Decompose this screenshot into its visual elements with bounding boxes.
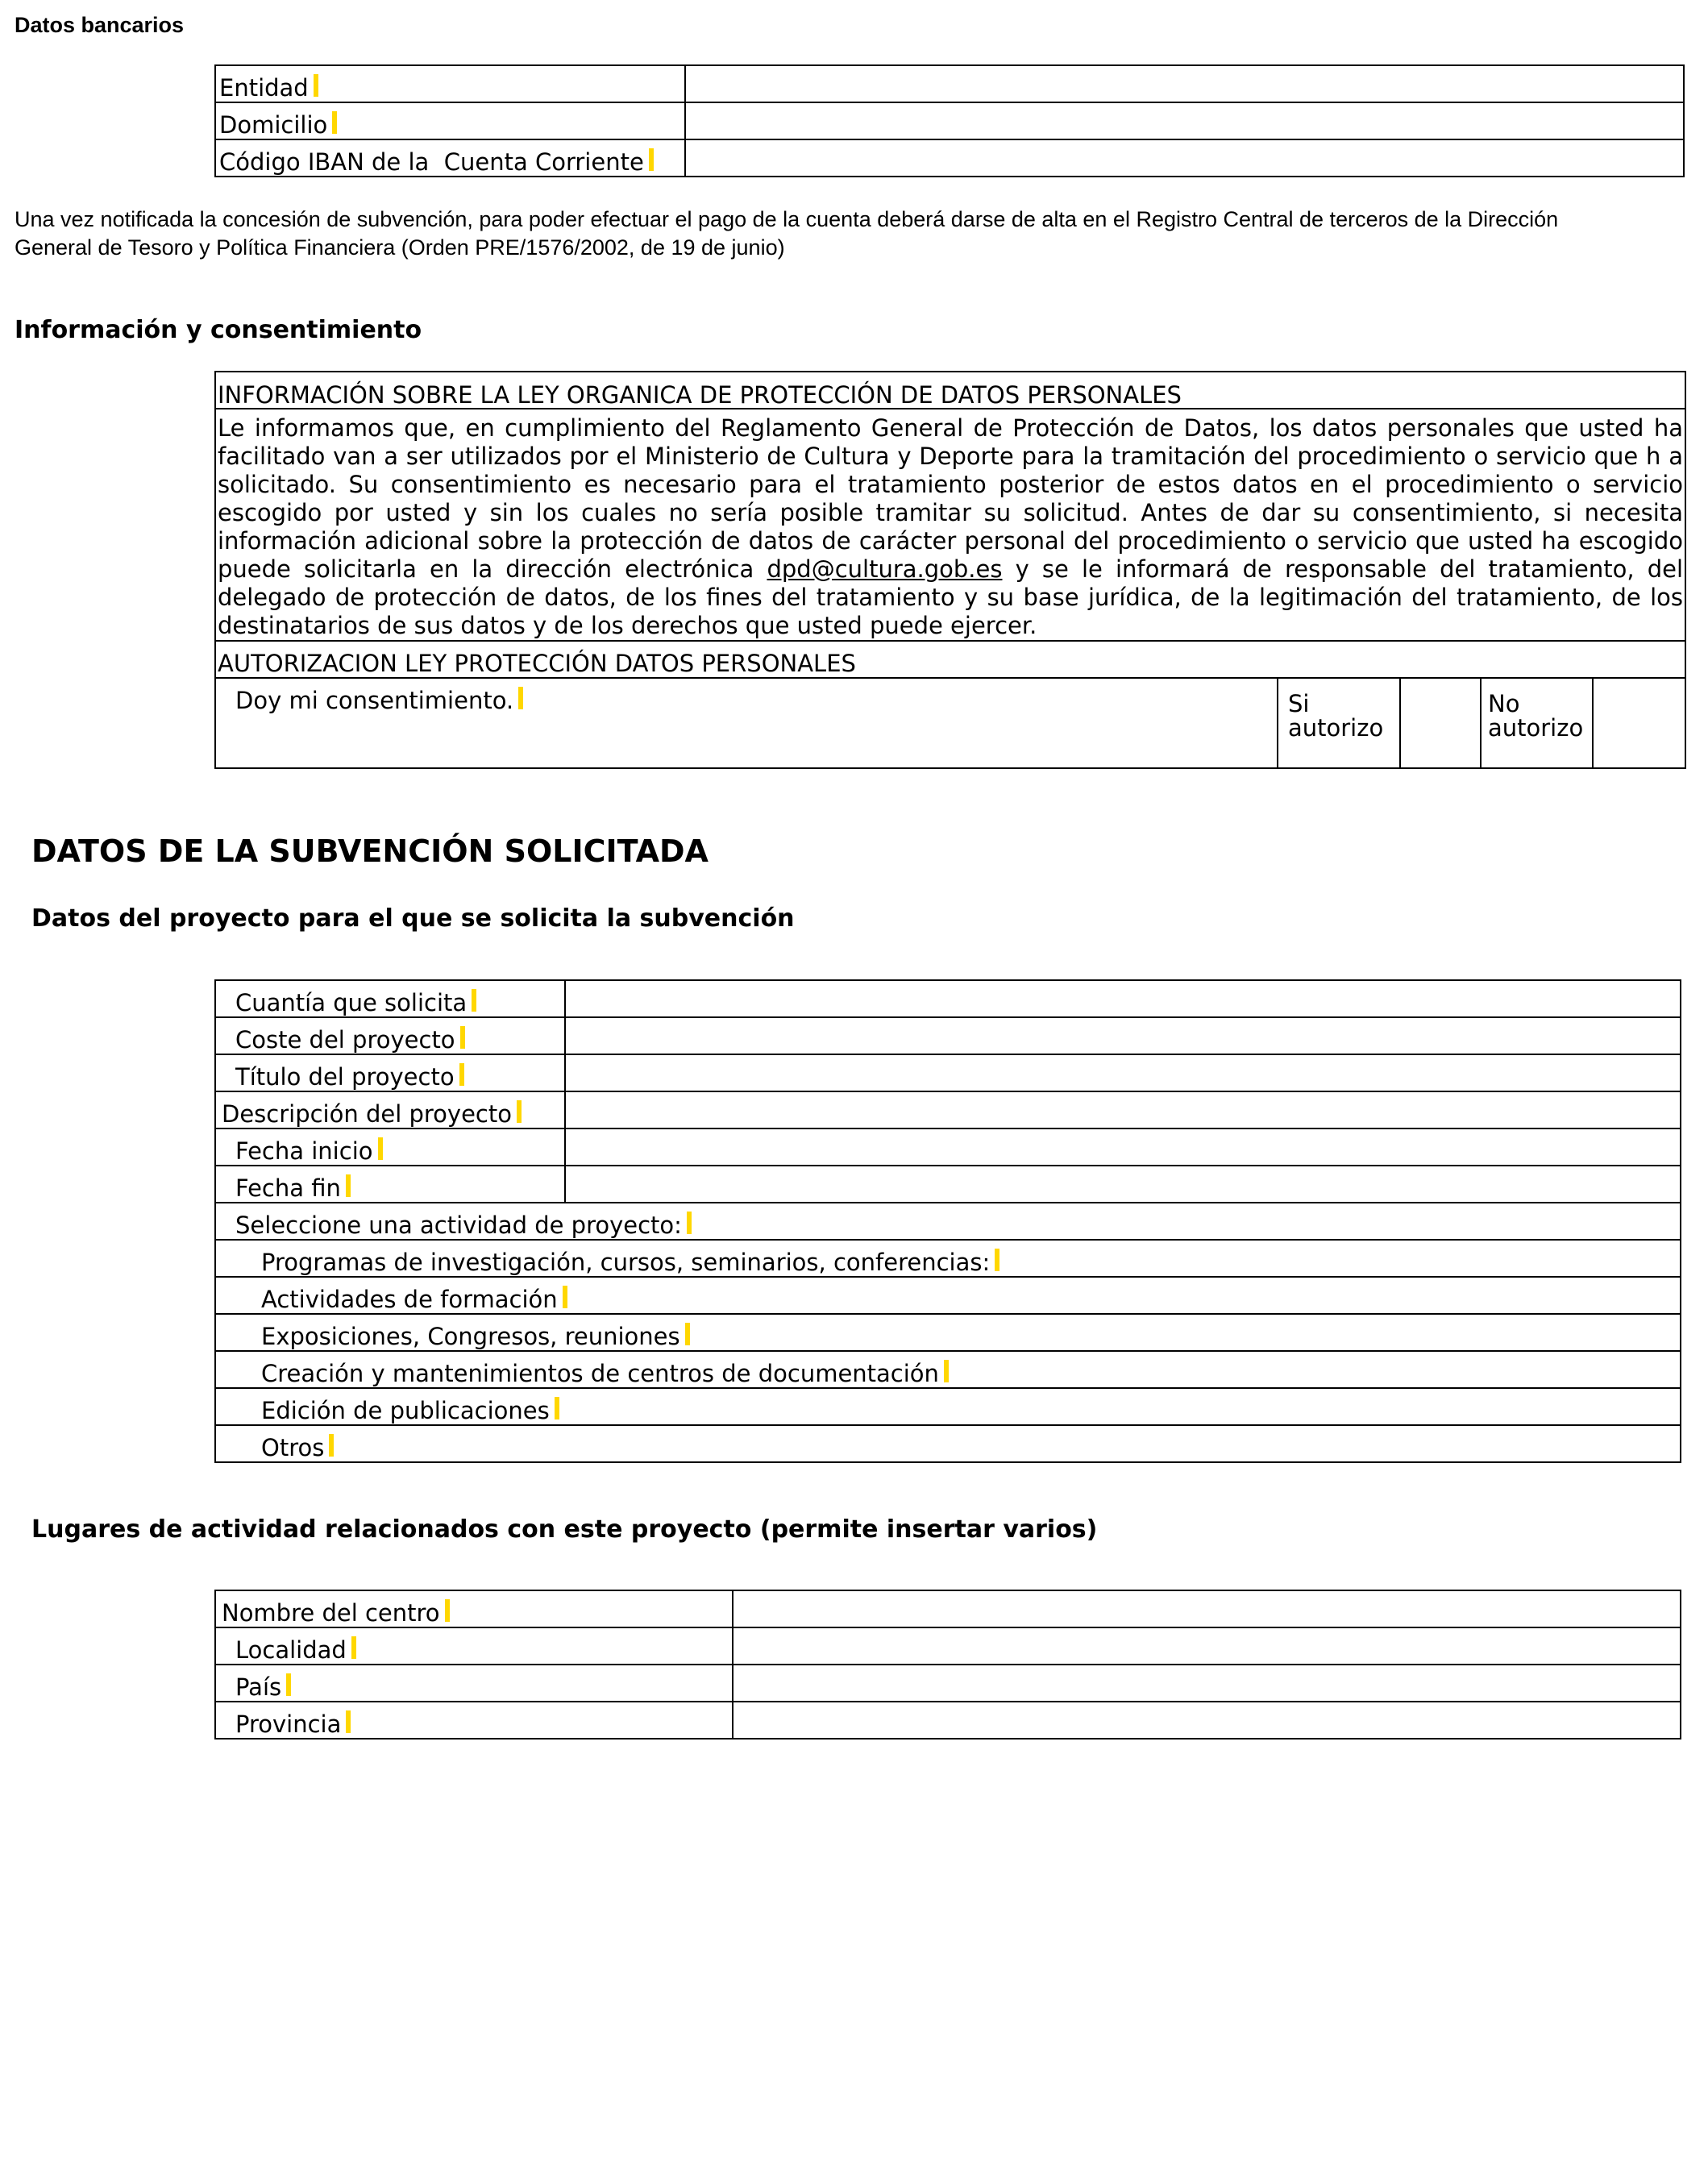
bank-domicilio-input[interactable]: [685, 102, 1684, 139]
project-table: [214, 979, 1681, 1463]
table-row: [215, 1425, 1681, 1462]
required-marker-icon: [460, 1026, 465, 1049]
info-text-line: solicitado. Su consentimiento es necesario para el tratamiento posterior de estos datos en el procedimiento o servicio: [218, 471, 1683, 498]
end-date-input[interactable]: [565, 1166, 1681, 1203]
table-row: [215, 1128, 1681, 1166]
locality-input[interactable]: [733, 1627, 1681, 1665]
place-label-province: Provincia: [215, 1702, 733, 1739]
description-input[interactable]: [565, 1091, 1681, 1128]
place-label-center: Nombre del centro: [215, 1590, 733, 1627]
bank-table: [214, 64, 1685, 177]
required-marker-icon: [517, 1100, 522, 1123]
table-row: [215, 1017, 1681, 1054]
country-input[interactable]: [733, 1665, 1681, 1702]
activity-option-publications[interactable]: Edición de publicaciones: [215, 1388, 1681, 1425]
yes-authorize-label: Si autorizo: [1278, 679, 1401, 767]
info-text-line: facilitado van a ser utilizados por el Ministerio de Cultura y Deporte para la tramitación del procedimiento o servicio que h a: [218, 443, 1683, 470]
bank-section-title: Datos bancarios: [15, 13, 185, 37]
required-marker-icon: [329, 1434, 334, 1457]
bank-entidad-input[interactable]: [685, 65, 1684, 102]
info-header: INFORMACIÓN SOBRE LA LEY ORGANICA DE PROTECCIÓN DE DATOS PERSONALES: [216, 372, 1685, 409]
bank-note-line: Una vez notificada la concesión de subvención, para poder efectuar el pago de la cuenta deberá darse de alta en el Registro Central de terceros de la Dirección: [15, 207, 1559, 231]
grant-section-title: DATOS DE LA SUBVENCIÓN SOLICITADA: [31, 833, 709, 869]
table-row: [215, 1627, 1681, 1665]
consent-section-title: Información y consentimiento: [15, 316, 422, 344]
table-row: [215, 1054, 1681, 1091]
table-row: [215, 1590, 1681, 1627]
required-marker-icon: [995, 1249, 999, 1271]
no-authorize-label: No autorizo: [1482, 679, 1594, 767]
required-marker-icon: [555, 1397, 559, 1419]
required-marker-icon: [286, 1673, 291, 1696]
required-marker-icon: [346, 1174, 351, 1197]
place-label-locality: Localidad: [215, 1627, 733, 1665]
project-subtitle: Datos del proyecto para el que se solicita la subvención: [31, 904, 795, 933]
bank-label-iban: Código IBAN de la Cuenta Corriente: [215, 139, 685, 177]
amount-input[interactable]: [565, 980, 1681, 1017]
required-marker-icon: [346, 1710, 351, 1733]
project-label-end-date: Fecha fin: [215, 1166, 565, 1203]
places-table: [214, 1590, 1681, 1739]
activity-prompt: Seleccione una actividad de proyecto:: [215, 1203, 1681, 1240]
no-authorize-checkbox[interactable]: [1594, 679, 1685, 767]
table-row: [215, 1351, 1681, 1388]
table-row: [215, 980, 1681, 1017]
activity-option-research[interactable]: Programas de investigación, cursos, seminarios, conferencias:: [215, 1240, 1681, 1277]
activity-option-other[interactable]: Otros: [215, 1425, 1681, 1462]
consent-row: [216, 679, 1685, 767]
project-label-amount: Cuantía que solicita: [215, 980, 565, 1017]
table-row: [215, 1314, 1681, 1351]
required-marker-icon: [687, 1212, 692, 1234]
required-marker-icon: [445, 1599, 450, 1622]
info-text-line: información adicional sobre la protección de datos de carácter personal del procedimiento o servicio que usted ha escogido: [218, 527, 1683, 555]
start-date-input[interactable]: [565, 1128, 1681, 1166]
table-row: [215, 1388, 1681, 1425]
table-row: [215, 1091, 1681, 1128]
data-protection-box: [214, 371, 1686, 769]
province-input[interactable]: [733, 1702, 1681, 1739]
yes-authorize-checkbox[interactable]: [1401, 679, 1482, 767]
place-label-country: País: [215, 1665, 733, 1702]
consent-label: Doy mi consentimiento.: [216, 679, 1278, 767]
table-row: [215, 1702, 1681, 1739]
required-marker-icon: [459, 1063, 464, 1086]
bank-note-line: General de Tesoro y Política Financiera (Orden PRE/1576/2002, de 19 de junio): [15, 235, 785, 260]
table-row: [215, 1166, 1681, 1203]
info-text-line: destinatarios de sus datos y de los derechos que usted puede ejercer.: [218, 612, 1037, 639]
bank-label-entidad: Entidad: [215, 65, 685, 102]
table-row: [215, 102, 1684, 139]
bank-iban-input[interactable]: [685, 139, 1684, 177]
activity-option-exhibitions[interactable]: Exposiciones, Congresos, reuniones: [215, 1314, 1681, 1351]
required-marker-icon: [472, 989, 476, 1012]
table-row: [215, 1665, 1681, 1702]
required-marker-icon: [314, 74, 318, 97]
required-marker-icon: [649, 148, 654, 171]
cost-input[interactable]: [565, 1017, 1681, 1054]
required-marker-icon: [332, 111, 337, 134]
activity-option-documentation[interactable]: Creación y mantenimientos de centros de documentación: [215, 1351, 1681, 1388]
info-text-line: puede solicitarla en la dirección electrónica dpd@cultura.gob.es y se le informará de responsable del tratamiento, del: [218, 555, 1684, 583]
title-input[interactable]: [565, 1054, 1681, 1091]
required-marker-icon: [944, 1360, 949, 1382]
required-marker-icon: [518, 687, 523, 709]
required-marker-icon: [685, 1323, 690, 1345]
project-label-cost: Coste del proyecto: [215, 1017, 565, 1054]
table-row: [215, 1277, 1681, 1314]
project-label-title: Título del proyecto: [215, 1054, 565, 1091]
table-row: [215, 1203, 1681, 1240]
activity-option-training[interactable]: Actividades de formación: [215, 1277, 1681, 1314]
info-text: [216, 409, 1685, 642]
info-text-line: Le informamos que, en cumplimiento del Reglamento General de Protección de Datos, los datos personales que usted ha: [218, 414, 1683, 442]
table-row: [215, 65, 1684, 102]
project-label-start-date: Fecha inicio: [215, 1128, 565, 1166]
bank-note: [15, 206, 1695, 262]
info-text-line: delegado de protección de datos, de los fines del tratamiento y su base jurídica, de la legitimación del tratamiento, de los: [218, 584, 1683, 611]
center-name-input[interactable]: [733, 1590, 1681, 1627]
table-row: [215, 139, 1684, 177]
places-subtitle: Lugares de actividad relacionados con este proyecto (permite insertar varios): [31, 1515, 1098, 1544]
info-text-line: escogido por usted y sin los cuales no sería posible tramitar su solicitud. Antes de dar su consentimiento, si necesita: [218, 499, 1683, 526]
auth-header: AUTORIZACION LEY PROTECCIÓN DATOS PERSONALES: [216, 642, 1685, 679]
dpd-email-link[interactable]: dpd@cultura.gob.es: [767, 555, 1003, 583]
required-marker-icon: [378, 1137, 383, 1160]
bank-label-domicilio: Domicilio: [215, 102, 685, 139]
project-label-description: Descripción del proyecto: [215, 1091, 565, 1128]
required-marker-icon: [563, 1286, 567, 1308]
required-marker-icon: [351, 1636, 356, 1659]
table-row: [215, 1240, 1681, 1277]
